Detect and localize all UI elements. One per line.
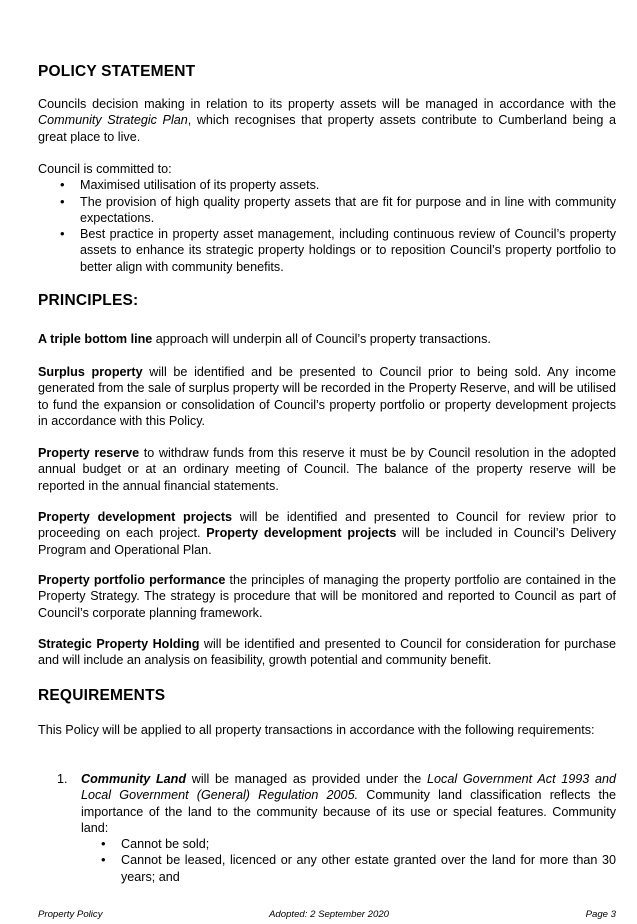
principle-text: will be identified and be presented to Council prior to being sold. Any income generated from the sale of surplus property will be recorded in the Property Reserve, and will be utilised to fund the expansion or consolidation of Council’s property portfolio or property development projects in accordance with this Policy. — [38, 365, 616, 428]
principle-title: Property portfolio performance — [38, 573, 226, 587]
principle-title: Strategic Property Holding — [38, 637, 200, 651]
footer-adopted-date: Adopted: 2 September 2020 — [269, 909, 390, 920]
requirements-list — [38, 771, 616, 885]
list-item: • Cannot be sold; — [81, 836, 616, 852]
principle-text-continued: will be included in Council’s Delivery Program and Operational Plan. — [38, 526, 616, 557]
principle-title: A triple bottom line — [38, 332, 153, 346]
requirement-item-community-land: 1. Community Land will be managed as provided under the Local Government Act 1993 and Local Government (General) Regulation 2005. Community land classification reflects the importance of the land to the community because of its use or special features. Community land: • Cannot be sold; • Cannot be leased, licenced or any other estate granted over the land for more than 30 years; and — [38, 771, 616, 885]
principle-title: Property development projects — [38, 510, 233, 524]
principle-text: the principles of managing the property portfolio are contained in the Property Strategy. The strategy is procedure that will be monitored and reported to Council as part of Council’s corporate planning framework. — [38, 573, 616, 620]
principle-strategic-holding — [38, 636, 616, 669]
principle-triple-bottom-line — [38, 331, 616, 347]
legislation-ref: Local Government Act 1993 and Local Government (General) Regulation 2005. — [81, 772, 616, 803]
community-strategic-plan-ref: Community Strategic Plan — [38, 113, 188, 128]
policy-text-a: Councils decision making in relation to its property assets will be managed in accordance with the — [38, 97, 616, 111]
list-item: • Cannot be leased, licenced or any other estate granted over the land for more than 30 years; and — [81, 852, 616, 885]
principle-portfolio-performance — [38, 572, 616, 621]
list-item: • Best practice in property asset management, including continuous review of Council’s property assets to enhance its strategic property holdings or to reposition Council’s property portfolio to better align with community benefits. — [38, 226, 616, 275]
list-item: • Maximised utilisation of its property assets. — [38, 177, 616, 193]
policy-statement-heading: POLICY STATEMENT — [38, 63, 196, 80]
policy-statement-paragraph — [38, 96, 616, 145]
footer-page-number: Page 3 — [585, 909, 616, 920]
commitment-section — [38, 161, 616, 275]
principle-surplus-property — [38, 364, 616, 429]
principle-text: approach will underpin all of Council’s property transactions. — [152, 332, 491, 346]
principles-heading: PRINCIPLES: — [38, 292, 139, 309]
requirements-intro: This Policy will be applied to all property transactions in accordance with the following requirements: — [38, 723, 595, 737]
requirement-number: 1. — [57, 772, 68, 786]
community-land-rules — [81, 836, 616, 885]
principle-text: will be identified and presented to Council for review prior to proceeding on each project. — [38, 510, 616, 541]
commitment-list — [38, 177, 616, 275]
principle-property-reserve — [38, 445, 616, 494]
list-item: • The provision of high quality property assets that are fit for purpose and in line with community expectations. — [38, 194, 616, 227]
community-land-term: Community Land — [81, 772, 187, 786]
policy-text-b: , which recognises that property assets contribute to Cumberland being a great place to live. — [38, 113, 616, 144]
principle-property-development — [38, 509, 616, 558]
footer-doc-title: Property Policy — [38, 909, 103, 920]
principle-title: Property reserve — [38, 446, 140, 460]
principle-title: Surplus property — [38, 365, 143, 379]
page-footer — [38, 909, 616, 923]
principle-text: to withdraw funds from this reserve it must be by Council resolution in the adopted annual budget or at an ordinary meeting of Council. The balance of the property reserve will be reported in the annual financial statements. — [38, 446, 616, 493]
principle-text: will be identified and presented to Council for consideration for purchase and will include an analysis on feasibility, growth potential and community benefit. — [38, 637, 616, 668]
principle-title-repeat: Property development projects — [206, 526, 397, 541]
committed-intro: Council is committed to: — [38, 162, 172, 176]
requirements-heading: REQUIREMENTS — [38, 687, 166, 704]
